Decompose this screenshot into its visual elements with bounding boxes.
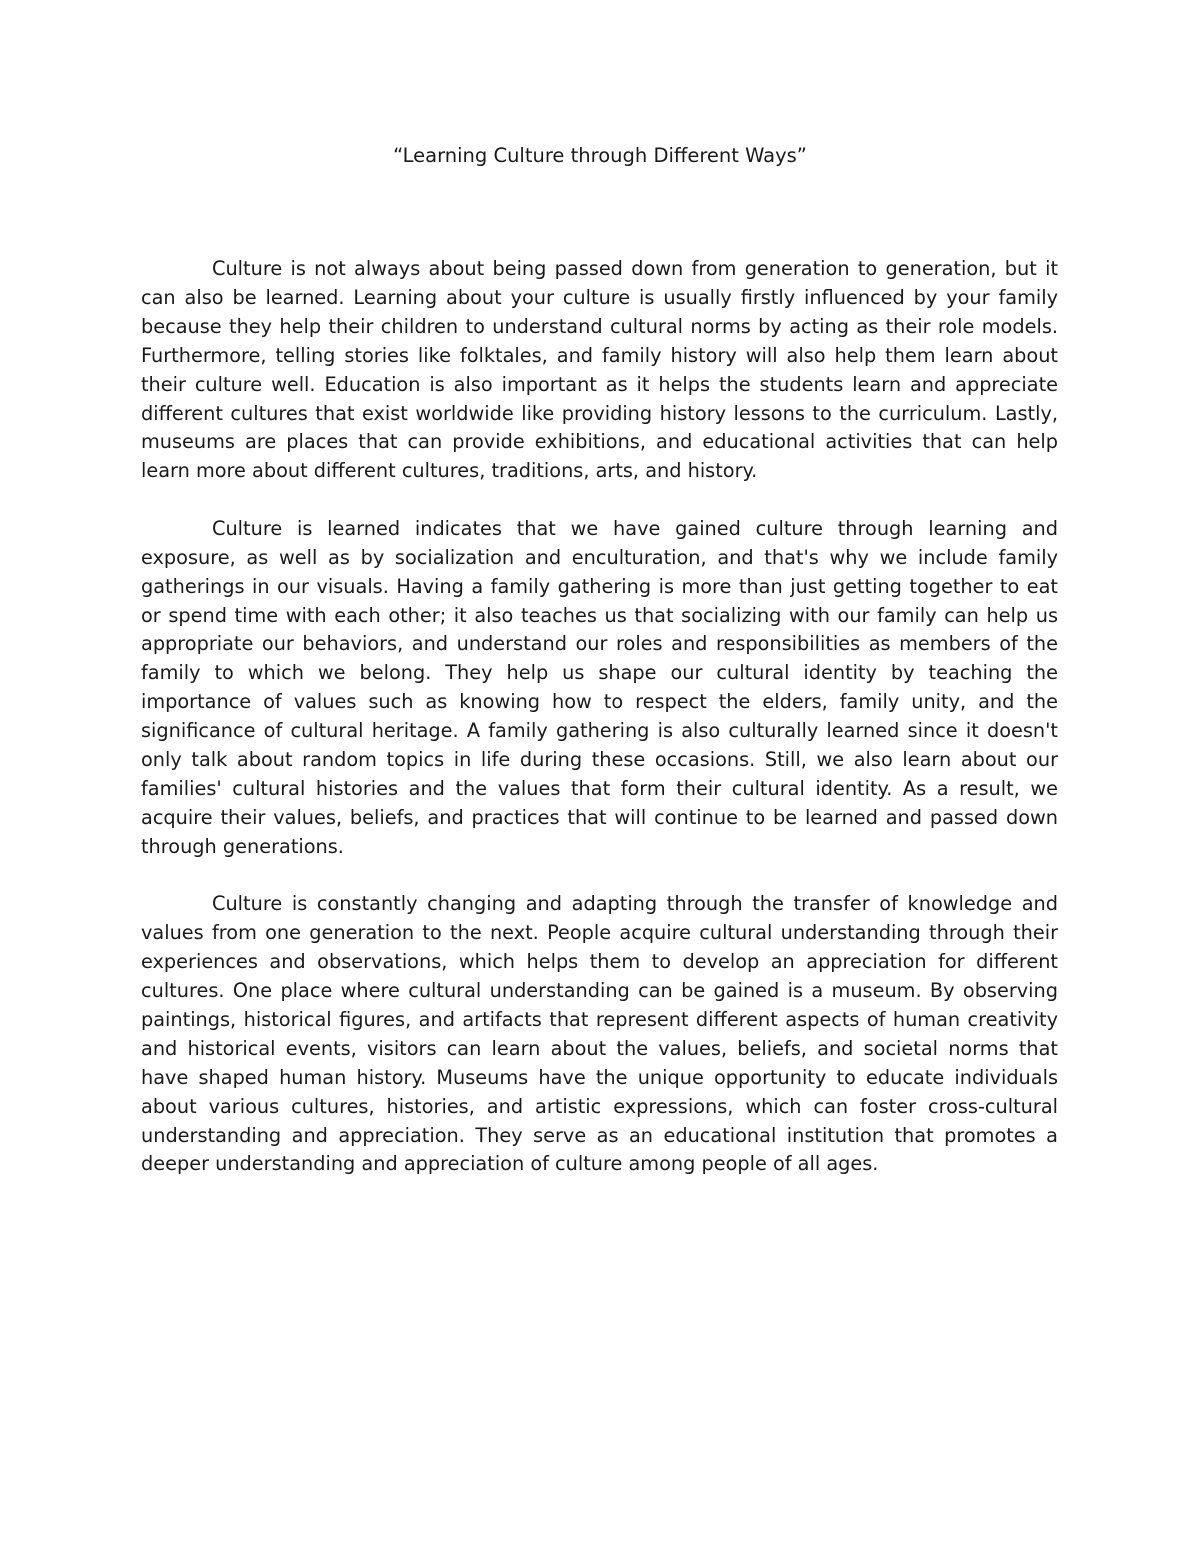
document-title: “Learning Culture through Different Ways” bbox=[393, 144, 807, 167]
document-body bbox=[141, 255, 1058, 1179]
paragraph-2: Culture is learned indicates that we have gained culture through learning and exposure, as well as by socialization and enculturation, and that's why we include family gatherings in our visuals. Having a family gathering is more than just getting together to eat or spend time with each other; it also teaches us that socializing with our family can help us appropriate our behaviors, and understand our roles and responsibilities as members of the family to which we belong. They help us shape our cultural identity by teaching the importance of values such as knowing how to respect the elders, family unity, and the significance of cultural heritage. A family gathering is also culturally learned since it doesn't only talk about random topics in life during these occasions. Still, we also learn about our families' cultural histories and the values that form their cultural identity. As a result, we acquire their values, beliefs, and practices that will continue to be learned and passed down through generations. bbox=[141, 516, 1058, 858]
paragraph-1: Culture is not always about being passed down from generation to generation, but it can also be learned. Learning about your culture is usually firstly influenced by your family because they help their children to understand cultural norms by acting as their role models. Furthermore, telling stories like folktales, and family history will also help them learn about their culture well. Education is also important as it helps the students learn and appreciate different cultures that exist worldwide like providing history lessons to the curriculum. Lastly, museums are places that can provide exhibitions, and educational activities that can help learn more about different cultures, traditions, arts, and history. bbox=[141, 257, 1058, 483]
paragraph-3: Culture is constantly changing and adapting through the transfer of knowledge and values from one generation to the next. People acquire cultural understanding through their experiences and observations, which helps them to develop an appreciation for different cultures. One place where cultural understanding can be gained is a museum. By observing paintings, historical figures, and artifacts that represent different aspects of human creativity and historical events, visitors can learn about the values, beliefs, and societal norms that have shaped human history. Museums have the unique opportunity to educate individuals about various cultures, histories, and artistic expressions, which can foster cross-cultural understanding and appreciation. They serve as an educational institution that promotes a deeper understanding and appreciation of culture among people of all ages. bbox=[141, 892, 1058, 1176]
